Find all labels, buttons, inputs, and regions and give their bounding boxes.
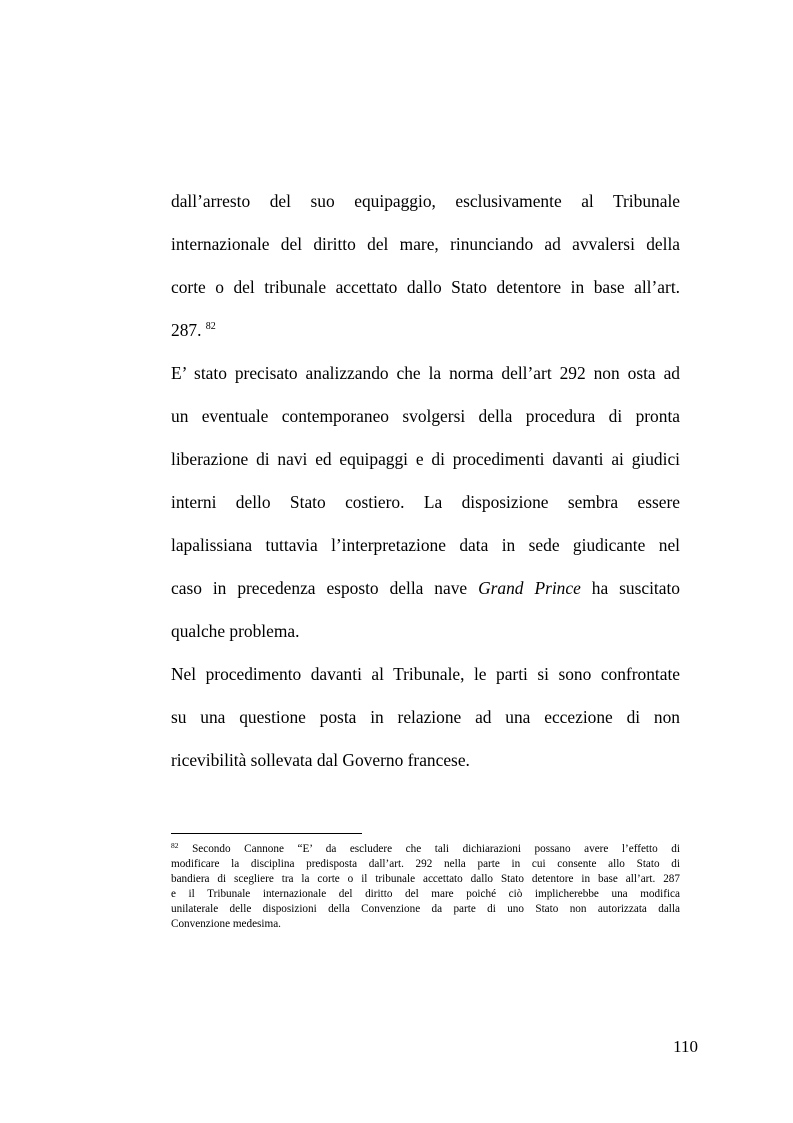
body-line-12: Nel procedimento davanti al Tribunale, le parti si sono confrontate	[171, 664, 680, 684]
footnote-line-1-text: Secondo Cannone “E’ da escludere che tali dichiarazioni possano avere l’effetto di	[192, 843, 680, 855]
body-line-3: corte o del tribunale accettato dallo Stato detentore in base all’art.	[171, 277, 680, 297]
ship-name: Grand Prince	[478, 578, 581, 598]
body-line-14: ricevibilità sollevata dal Governo francese.	[171, 750, 470, 770]
body-line-10	[171, 577, 680, 599]
body-line-2: internazionale del diritto del mare, rinunciando ad avvalersi della	[171, 234, 680, 254]
page-number: 110	[673, 1037, 698, 1056]
footnote-marker: 82	[171, 841, 179, 850]
body-line-10-end: ha suscitato	[591, 578, 680, 598]
footnote-line-5: unilaterale delle disposizioni della Convenzione da parte di uno Stato non autorizzata dalla	[171, 903, 680, 915]
footnote-line-6: Convenzione medesima.	[171, 918, 281, 930]
body-line-6: un eventuale contemporaneo svolgersi della procedura di pronta	[171, 406, 680, 426]
body-line-7: liberazione di navi ed equipaggi e di procedimenti davanti ai giudici	[171, 449, 680, 469]
body-line-5: E’ stato precisato analizzando che la norma dell’art 292 non osta ad	[171, 363, 680, 383]
footnote-line-1	[171, 842, 680, 856]
body-line-8: interni dello Stato costiero. La disposizione sembra essere	[171, 492, 680, 512]
body-line-1: dall’arresto del suo equipaggio, esclusivamente al Tribunale	[171, 191, 680, 211]
body-line-4-text: 287.	[171, 320, 202, 340]
body-line-9: lapalissiana tuttavia l’interpretazione data in sede giudicante nel	[171, 535, 680, 555]
footnote-separator	[171, 833, 362, 834]
footnote-line-4: e il Tribunale internazionale del diritto del mare poiché ciò implicherebbe una modifica	[171, 888, 680, 900]
body-line-11: qualche problema.	[171, 621, 300, 641]
footnote-reference[interactable]: 82	[205, 321, 216, 332]
footnote-line-2: modificare la disciplina predisposta dall’art. 292 nella parte in cui consente allo Stato di	[171, 858, 680, 870]
body-line-13: su una questione posta in relazione ad una eccezione di non	[171, 707, 680, 727]
body-line-4	[171, 319, 680, 341]
footnote-line-3: bandiera di scegliere tra la corte o il tribunale accettato dallo Stato detentore in base all’art. 287	[171, 873, 680, 885]
body-line-10-text: caso in precedenza esposto della nave	[171, 578, 468, 598]
